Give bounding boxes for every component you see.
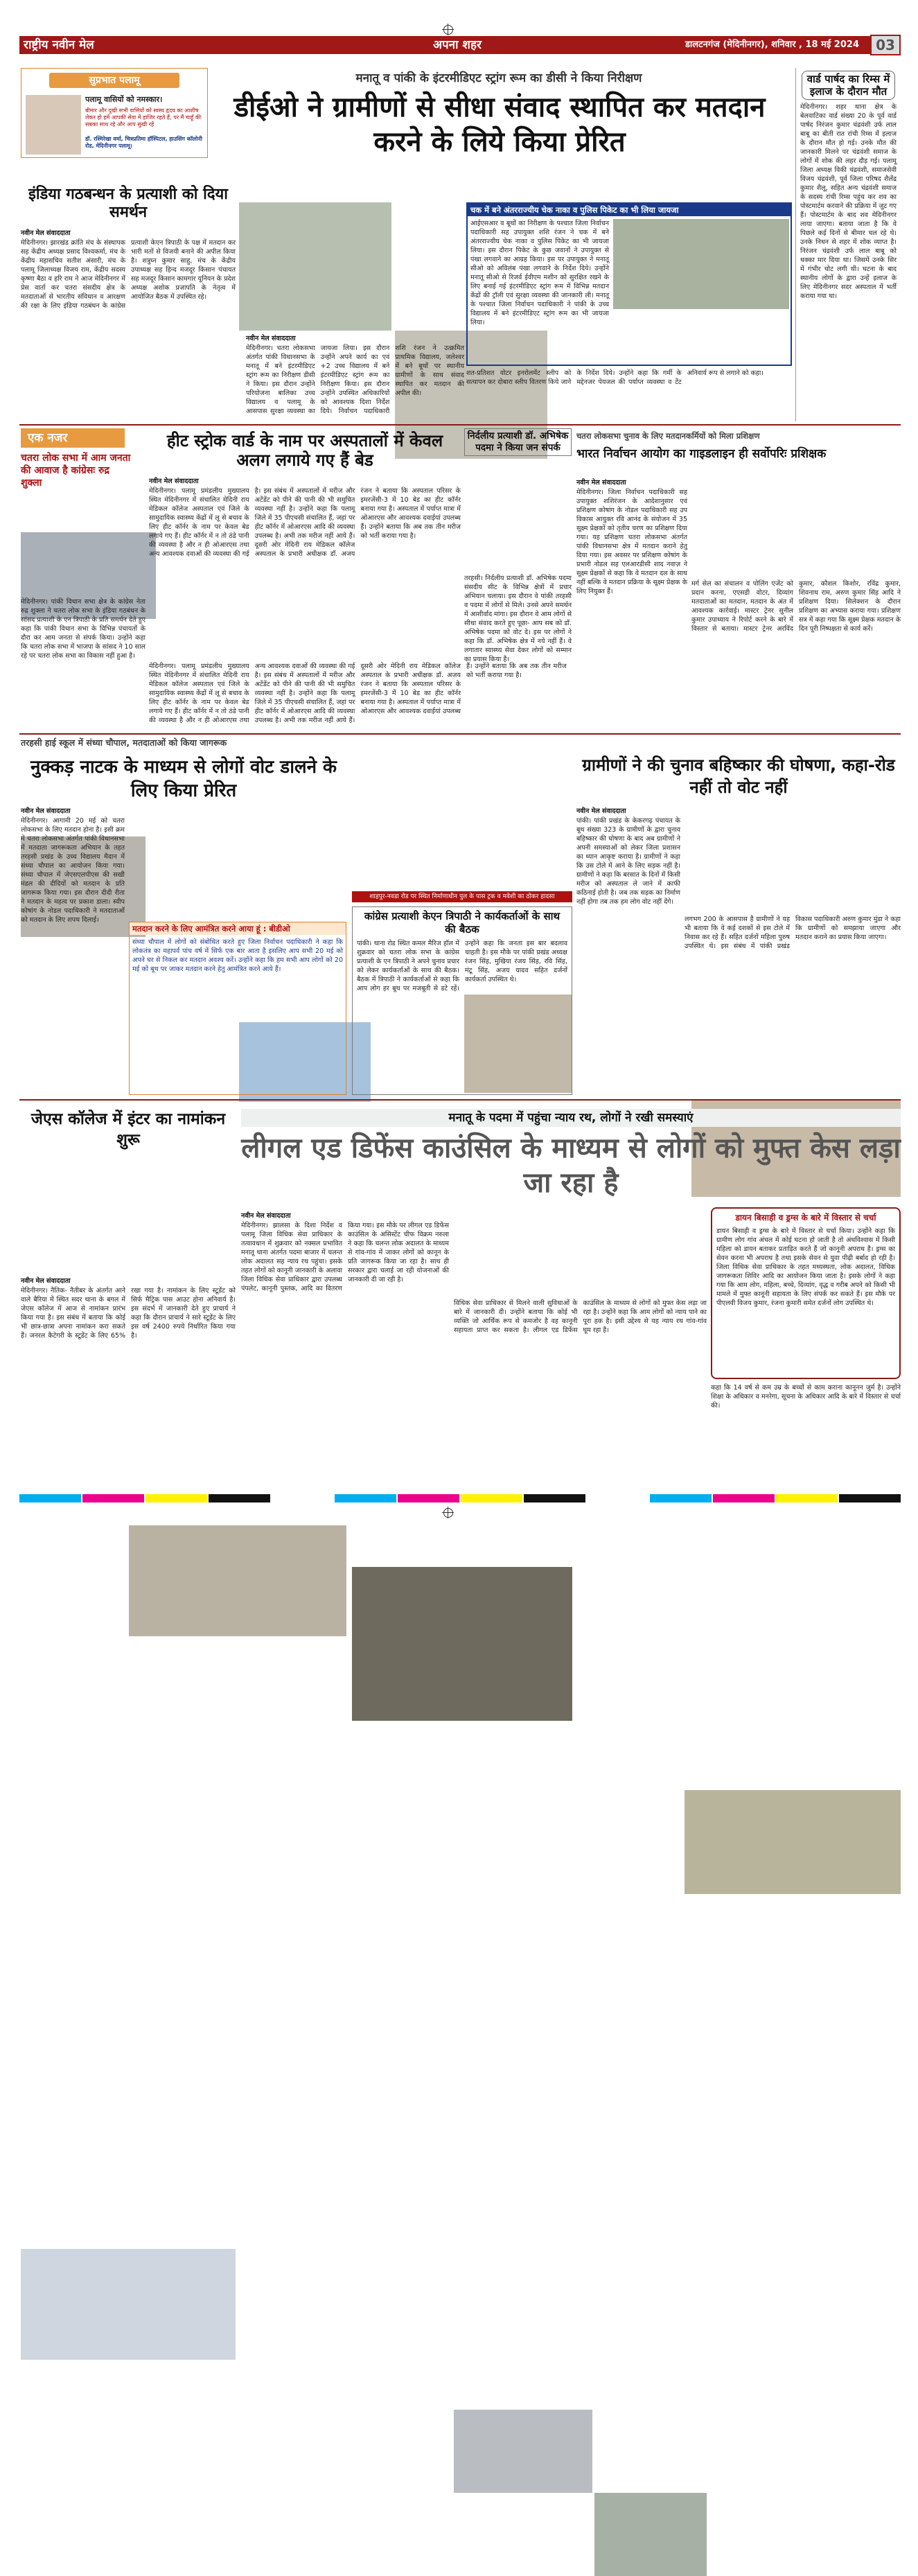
ward-body: मेदिनीनगर। शहर थाना क्षेत्र के बेलवाटिका वार्ड संख्या 20 के पूर्व वार्ड पार्षद निरंजन कुमार चंद्रवंशी उर्फ लाल बाबू का बीती रात रांची रिम्स में इलाज के दौरान मौत हो गई। उनके मौत की जानकारी मिलने पर चंद्रवंशी समाज के लोगों में शोक की लहर दौड़ गई। पलामू जिला अध्यक्ष विकी चंद्रवंशी, समाजसेवी विजय चंद्रवंशी, पूर्व जिला परिषद शैलेंद्र कुमार शैलू, सहित अन्य चंद्रवंशी समाज के सदस्य रांची रिम्स पहुंच कर शव का पोस्टमार्टम करवाने की प्रक्रिया में जुट गए हैं। पोस्टमार्टम के बाद शव मेदिनीनगर लाया जाएगा। बताया जाता है कि वे पिछले कई दिनों से बीमार चल रहे थे। उनके निधन से शहर में शोक व्याप्त है। निरंजन चंद्रवंशी उर्फ लाल बाबू को धक्का मार दिया था। जिसमें उनके सिर में गंभीर चोट लगी थी। घटना के बाद स्थानीय लोगों के द्वारा उन्हें इलाज के लिए मेदिनीनगर सदर अस्पताल में भर्ती कराया गया था। <box>800 103 897 300</box>
nukkad-box <box>129 922 346 1095</box>
candidate-body: तरहसी। निर्दलीय प्रत्याशी डॉ. अभिषेक पदमा संसदीय सीट के विभिन्न क्षेत्रों में प्रचार अभियान चलाया। इस दौरान वे पांकी तरहसी व पदमा में लोगों से मिले। उनसे अपने समर्थन में आशीर्वाद मांगा। इस दौरान वे आम लोगों से सीधा संवाद करते हुए पूछा- आप सब को डॉ. अभिषेक पदमा को वोट दे। इस पर लोगों ने कहा कि डॉ. अभिषेक क्षेत्र में नये नहीं हैं। वे लगातार स्वास्थ्य सेवा देकर लोगों को सम्मान का प्रयास किया है। <box>464 575 572 663</box>
truck-caption: शाहपुर-नवडा रोड पर स्थित निर्माणाधीन पुल के पास ट्रक व मवेशी का ठोकर हादसा <box>352 891 572 902</box>
legal-body2: विधिक सेवा प्राधिकार से मिलने वाली सुविधाओं के बारे में जानकारी दी। उन्होंने बताया कि कोई भी व्यक्ति जो आर्थिक रूप से कमजोर है वह कानूनी सहायता प्राप्त कर सकता है। लीगल एड डिफेंस काउंसिल के माध्यम से लोगों को मुफ्त केस लड़ा जा रहा है। उन्होंने कहा कि आम लोगों को न्याय पाने का पूरा हक है। इसी उद्देश्य से यह न्याय रथ गांव-गांव घूम रहा है। <box>454 1299 707 1334</box>
morning-box <box>21 68 208 158</box>
congress-title: कांग्रेस प्रत्याशी केएन त्रिपाठी ने कार्यकर्ताओं के साथ की बैठक <box>364 910 560 936</box>
boycott-body2: लगभग 200 के आसपास है ग्रामीणों ने यह भी बताया कि वे कई दशकों से इस टोले में निवास कर रहे हैं। सहित दर्जनों महिला पुरुष उपस्थित थे। इस संबंध में पांकी प्रखंड विकास पदाधिकारी अरुण कुमार मुंडा ने कहा कि ग्रामीणों को समझाया जाएगा और मतदान कराने का प्रयास किया जाएगा। <box>685 915 901 950</box>
legal-kicker: मनातू के पदमा में पहुंचा न्याय रथ, लोगों ने रखी समस्याएं <box>448 1111 694 1125</box>
morning-signature: डॉ. रश्मिरेखा वर्मा, चित्रप्रतिमा हॉस्पिटल, हाउसिंग कॉलोनी रोड, मेदिनीनगर पलामू। <box>85 136 202 149</box>
paper-name: राष्ट्रीय नवीन मेल <box>24 38 94 52</box>
color-bar <box>19 1494 901 1502</box>
training-byline: नवीन मेल संवाददाता <box>576 479 626 487</box>
registration-mark <box>443 1508 453 1518</box>
boycott-title: ग्रामीणों ने की चुनाव बहिष्कार की घोषणा, कहा-रोड नहीं तो वोट नहीं <box>582 755 895 797</box>
ward-title: वार्ड पार्षद का रिम्स में इलाज के दौरान मौत <box>802 71 895 100</box>
checkpost-photo <box>613 219 789 309</box>
ek-nazar-body: मेदिनीनगर। पांकी विधान सभा क्षेत्र के कांग्रेस नेता रुद्र शुक्ला ने चतरा लोक सभा के इंडिया गठबंधन के सांसद प्रत्याशी के एन त्रिपाठी के प्रति समर्थन देते हुए कहा कि पांकी विधान सभा के विभिन्न पंचायतों के दौरा कर आम जनता से संपर्क किया। उन्होंने कहा कि चतरा लोक सभा में भाजपा के सांसद ने 10 साल रहे पर चतरा लोक सभा का विकास नहीं हुआ है। <box>21 598 145 660</box>
dateline: डालटनगंज (मेदिनीनगर), शनिवार , 18 मई 2024 <box>685 40 859 50</box>
checkpost-title: चक में बने अंतरराज्यीय चेक नाका व पुलिस पिकेट का भी लिया जायजा <box>468 204 791 216</box>
legal-byline: नवीन मेल संवाददाता <box>241 1212 291 1220</box>
legal-title: लीगल एड डिफेंस काउंसिल के माध्यम से लोगों को मुफ्त केस लड़ा जा रहा है <box>241 1132 901 1199</box>
js-body: मेदिनीनगर। नैतिक- नैतीबर के अंतर्गत आने वाले बैरिया में स्थित सदर थाना के बगल में जेएस कॉलेज में आज से नामांकन प्रारंभ किया गया है। इस संबंध में बताया कि कोई भी छात्र-छात्रा अपना नामांकन करा सकते हैं। जनरल कैटेगरी के स्टूडेंट के लिए 65% रखा गया है। नामांकन के लिए स्टूडेंट को सिर्फ मैट्रिक पास आउट होना अनिवार्य है। इस संदर्भ में जानकारी देते हुए प्राचार्य ने कहा कि दौरान प्राचार्य ने सारे स्टूडेंट के लिए इस वर्ष 2400 रुपये निर्धारित किया गया है। <box>21 1287 236 1340</box>
candidate-box <box>464 428 572 456</box>
candidate-title: निर्दलीय प्रत्याशी डॉ. अभिषेक पदमा ने किया जन संपर्क <box>467 430 569 453</box>
separator <box>19 424 901 426</box>
dayan-tail: कहा कि 14 वर्ष से कम उम्र के बच्चों से काम कराना कानूनन जुर्म है। उन्होंने शिक्षा के अधिकार व मनरेगा, सूचना के अधिकार आदि के बारे में विस्तार से चर्चा की। <box>711 1384 901 1410</box>
nukkad-box-body: संध्या चौपाल में लोगों को संबोधित करते हुए जिला निर्वाचन पदाधिकारी ने कहा कि लोकतंत्र का महापर्व पांच वर्ष में सिर्फ एक बार आता है इसलिए आप सभी 20 मई को अपने घर से निकल कर मतदान अवश्य करें। उन्होंने कहा कि हम सभी आप लोगों को 20 मई को बूथ पर जाकर मतदान करने हेतु आमंत्रित करने आये हैं। <box>132 938 343 973</box>
main-photo-1 <box>239 202 391 331</box>
ward-box <box>795 68 901 421</box>
legal-body: मेदिनीनगर। झालसा के दिशा निर्देश व पलामू जिला विधिक सेवा प्राधिकार के तत्वावधान में शुक्रवार को नक्सल प्रभावित मनातू थाना अंतर्गत पदमा बाजार में चलन्त लोक अदालत सह न्याय रथ पहुंचा। इसके तहत लोगों को कानूनी जानकारी के अलावा जिला विधिक सेवा प्राधिकार द्वारा उपलब्ध पंपलेट, कानूनी पुस्तक, आदि का वितरण किया गया। इस मौके पर लीगल एड डिफेंस काउंसिल के असिस्टेंट चीफ विक्रम नरुला ने कहा कि चलन्त लोक अदालत के माध्यम से गांव-गांव में जाकर लोगों को कानून के प्रति जागरूक किया जा रहा है। साथ ही सरकार द्वारा चलाई जा रही योजनाओं की जानकारी दी जा रही है। <box>241 1222 449 1293</box>
congress-body: पांकी। थाना रोड स्थित कमल मैरिज हॉल में शुक्रवार को चतरा लोक सभा के कांग्रेस प्रत्याशी के एन त्रिपाठी ने अपने चुनाव प्रचार को लेकर कार्यकर्ताओं के साथ की बैठक। बैठक में त्रिपाठी ने कार्यकर्ताओं से कहा कि आप लोग हर बूथ पर मजबूती से डटे रहें। उन्होंने कहा कि जनता इस बार बदलाव चाहती है। इस मौके पर पांकी प्रखंड अध्यक्ष रंजन सिंह, मुखिया रंजय सिंह, रवि सिंह, मंटू सिंह, अजय यादव सहित दर्जनों कार्यकर्ता उपस्थित थे। <box>357 940 567 992</box>
checkpost-body: आईएसआर व बूथों का निरीक्षण के पश्चात जिला निर्वाचन पदाधिकारी सह उपायुक्त शशि रंजन ने चक में बने अंतरराज्यीय चेक नाका व पुलिस पिकेट का भी जायजा लिया। इस दौरान पिकेट के कुछ जवानों ने उपायुक्त से पंखा लगवाने का आग्रह किया। इस पर उपायुक्त ने मनातू सीओ को अविलंब पंखा लगवाने के निर्देश दिये। उन्होंने मनातू सीओ से रिजर्व ईवीएम मशीन को सुरक्षित रखने के लिए बनाई गई इंटरमीडिएट स्ट्रांग रूम में विभिन्न मतदान केंद्रों की ट्रॉली एवं सुरक्षा व्यवस्था की जानकारी ली। मनातू के पश्चात जिला निर्वाचन पदाधिकारी ने पांकी के उच्च विद्यालय में बने इंटरमीडिएट स्ट्रांग रूम का भी जायजा लिया। <box>470 220 609 326</box>
training-title: भारत निर्वाचन आयोग का गाइडलाइन ही सर्वोपरिः प्रशिक्षक <box>576 447 827 461</box>
ek-nazar-title: चतरा लोक सभा में आम जनता की आवाज है कांग्रेसः रुद्र शुक्ला <box>21 453 131 489</box>
js-byline: नवीन मेल संवाददाता <box>21 1277 71 1285</box>
training-body2: मर्ग सेल का संचालन व पोलिंग एजेंट को प्रदान करना, एएसडी वोटर, दिव्यांग मतदाताओं का मतदान, मतदान के अंत में आवश्यक कार्रवाई। मास्टर ट्रेनर सुनील कुमार उपाध्याय ने रिपोर्ट करने के बारे में विस्तार से बताया। मास्टर ट्रेनर अरविंद कुमार, कौशल किशोर, रविंद्र कुमार, शिवनाथ राम, अरुण कुमार सिंह आदि ने प्रशिक्षण दिया। सिलेक्शन के दौरान प्रशिक्षण का अभ्यास कराया गया। प्रशिक्षण सत्र में कहा गया कि सूक्ष्म प्रेक्षक मतदान के दिन पूरी निष्पक्षता से कार्य करें। <box>691 580 901 633</box>
main-headline: डीईओ ने ग्रामीणों से सीधा संवाद स्थापित कर मतदान करने के लिये किया प्रेरित <box>233 91 766 158</box>
boycott-body: पांकी। पांकी प्रखंड के केकरगढ़ पंचायत के बूथ संख्या 323 के ग्रामीणों के द्वारा चुनाव बहिष्कार की घोषणा के बाद अब ग्रामीणों ने अपनी समस्याओं को लेकर जिला प्रशासन का ध्यान आकृष्ट कराया है। ग्रामीणों ने कहा कि उस टोले में आने के लिए सड़क नहीं है। ग्रामीणों ने कहा कि बरसात के दिनों में किसी मरीज को अस्पताल ले जाने में काफी कठिनाई होती है। जब तक सड़क का निर्माण नहीं होगा तब तक हम लोग वोट नहीं देंगे। <box>576 817 680 906</box>
congress-box <box>352 906 572 1095</box>
india-byline: नवीन मेल संवाददाता <box>21 229 71 237</box>
heat-body: मेदिनीनगर। पलामू प्रमंडलीय मुख्यालय स्थित मेदिनीनगर में संचालित मेदिनी राय मेडिकल कॉलेज अस्पताल एवं जिले के सामुदायिक स्वास्थ्य केंद्रों में लू से बचाव के लिए हीट कॉर्नर के नाम पर केवल बेड लगाये गए हैं। हीट कॉर्नर में न तो ठंडे पानी की व्यवस्था है और न ही ओआरएस तथा अन्य आवश्यक दवाओं की व्यवस्था की गई है। इस संबंध में अस्पतालों में मरीज और अटेंडेंट को पीने की पानी की भी समुचित व्यवस्था नहीं है। उन्होंने कहा कि पलामू जिले में 35 पीएचसी संचालित हैं, जहां पर हीट कॉर्नर में ओआरएस आदि की व्यवस्था उपलब्ध है। अभी तक मरीज नहीं आये हैं। दूसरी ओर मेदिनी राय मेडिकल कॉलेज अस्पताल के प्रभारी अधीक्षक डॉ. अजय रंजन ने बताया कि अस्पताल परिसर के इमरजेंसी-3 में 10 बेड का हीट कॉर्नर बनाया गया है। अस्पताल में पर्याप्त मात्रा में ओआरएस और आवश्यक दवाईयां उपलब्ध हैं। उन्होंने बताया कि अब तक तीन मरीज को भर्ती कराया गया है। <box>149 487 461 558</box>
doctor-photo <box>26 95 81 155</box>
dayan-body: डायन बिसाही व ड्रग्स के बारे में विस्तार से चर्चा किया। उन्होंने कहा कि ग्रामीण लोग गांव अंचल में कोई घटना हो जाती है तो अंधविश्वास में किसी महिला को डायन बताकर प्रताड़ित करते हैं जो कानूनी अपराध है। ड्रग्स का सेवन करना भी अपराध है तथा इसके सेवन से युवा पीढ़ी बर्बाद हो रही है। जिला विधिक सेवा प्राधिकार के तहत मध्यस्थता, लोक अदालत, विधिक जागरूकता शिविर आदि का आयोजन किया जाता है। इसके लोगों ने कहा गया कि आम लोग, महिला, बच्चे, दिव्यांग, वृद्ध व गरीब अपने को किसी भी मामले में मुफ्त कानूनी सहायता के लिए संपर्क कर सकते हैं। इस मौके पर पीएलवी विजय कुमार, रंजना कुमारी समेत दर्जनों लोग उपस्थित थे। <box>716 1227 895 1307</box>
morning-greeting: पलामू वासियों को नमस्कार। <box>85 95 163 104</box>
main-body: मेदिनीनगर। चतरा लोकसभा अंतर्गत पांकी विधानसभा के मनातू में बने इंटरमीडिएट स्ट्रांग रूम का निरीक्षण डीसी ने किया। इस दौरान उन्होंने परियोजना बालिका उच्च विद्यालय व पलामू के आसपास सुरक्षा व्यवस्था का जायजा लिया। इस दौरान उन्होंने अपने कार्य का एवं +2 उच्च विद्यालय में बने इंटरमीडिएट स्ट्रांग रूम का निरीक्षण किया। इस दौरान उन्होंने उपस्थित अधिकारियों को आवश्यक दिशा निर्देश दिये। निर्वाचन पदाधिकारी शशि रंजन ने उत्क्रमित प्राथमिक विद्यालय, जलेश्वर में बने बूथों पर स्थानीय ग्रामीणों के साथ संवाद स्थापित कर मतदान की अपील की। <box>246 344 464 415</box>
dayan-title: डायन बिसाही व ड्रग्स के बारे में विस्तार से चर्चा <box>735 1213 876 1223</box>
nukkad-kicker: तरहसी हाई स्कूल में संध्या चौपाल, मतदाताओं को किया जागरूक <box>21 737 227 748</box>
training-body: मेदिनीनगर। जिला निर्वाचन पदाधिकारी सह उपायुक्त शशिरंजन के आदेशानुसार एवं प्रशिक्षण कोषांग के नोडल पदाधिकारी सह उप विकास आयुक्त रवि आनंद के संयोजन में 35 सूक्ष्म प्रेक्षकों को तृतीय चरण का प्रशिक्षण दिया गया। यह प्रशिक्षण चतरा लोकसभा अंतर्गत पांकी विधानसभा क्षेत्र में मतदान कराने हेतु दिया गया। इस अवसर पर प्रशिक्षण कोषांग के प्रभारी नोडल सह एलआरडीसी शाद नवाज़ ने सूक्ष्म प्रेक्षकों से कहा कि वे मतदान दल के साथ नहीं बल्कि वे मतदान प्रक्रिया के सूक्ष्म प्रेक्षक के लिए नियुक्त हैं। <box>576 489 687 595</box>
heat-byline: नवीन मेल संवाददाता <box>149 477 199 485</box>
nukkad-photo <box>129 1525 346 1636</box>
main-kicker: मनातू व पांकी के इंटरमीडिएट स्ट्रांग रूम का डीसी ने किया निरीक्षण <box>355 71 642 85</box>
heat-body-cont: मेदिनीनगर। पलामू प्रमंडलीय मुख्यालय स्थित मेदिनीनगर में संचालित मेदिनी राय मेडिकल कॉलेज अस्पताल एवं जिले के सामुदायिक स्वास्थ्य केंद्रों में लू से बचाव के लिए हीट कॉर्नर के नाम पर केवल बेड लगाये गए हैं। हीट कॉर्नर में न तो ठंडे पानी की व्यवस्था है और न ही ओआरएस तथा अन्य आवश्यक दवाओं की व्यवस्था की गई है। इस संबंध में अस्पतालों में मरीज और अटेंडेंट को पीने की पानी की भी समुचित व्यवस्था नहीं है। उन्होंने कहा कि पलामू जिले में 35 पीएचसी संचालित हैं, जहां पर हीट कॉर्नर में ओआरएस आदि की व्यवस्था उपलब्ध है। अभी तक मरीज नहीं आये हैं। दूसरी ओर मेदिनी राय मेडिकल कॉलेज अस्पताल के प्रभारी अधीक्षक डॉ. अजय रंजन ने बताया कि अस्पताल परिसर के इमरजेंसी-3 में 10 बेड का हीट कॉर्नर बनाया गया है। अस्पताल में पर्याप्त मात्रा में ओआरएस और आवश्यक दवाईयां उपलब्ध हैं। उन्होंने बताया कि अब तक तीन मरीज को भर्ती कराया गया है। <box>149 663 567 724</box>
training-kicker: चतरा लोकसभा चुनाव के लिए मतदानकर्मियों को मिला प्रशिक्षण <box>576 431 760 441</box>
nukkad-body: मेदिनीनगर। आगामी 20 मई को चतरा लोकसभा के लिए मतदान होना है। इसी क्रम में चतरा लोकसभा अंतर्गत पांकी विधानसभा में मतदाता जागरूकता अभियान के तहत तरहसी प्रखंड के उच्च विद्यालय मैदान में संध्या चौपाल का आयोजन किया गया। संध्या चौपाल में जेएसएलपीएस की सखी मंडल की दीदियों को मतदान के प्रति जागरूक किया गया। इस दौरान दीदी रीता ने मतदान के महत्व पर प्रकाश डाला। स्वीप कोषांग के नोडल पदाधिकारी ने मतदाताओं को मतदान के लिए शपथ दिलाई। <box>21 817 125 924</box>
morning-title: सुप्रभात पलामू <box>49 73 179 88</box>
legal-photo-2 <box>594 2493 707 2576</box>
nukkad-byline: नवीन मेल संवाददाता <box>21 807 71 815</box>
page-number: 03 <box>870 35 901 55</box>
registration-mark <box>443 25 453 35</box>
checkpost-tail: शत-प्रतिशत वोटर इनरोलमेंट स्लीप को सत्यापन कर दोबारा स्लीप वितरण किये जाने के निर्देश दिये। उन्होंने कहा कि गर्मी के मद्देनजर पेयजल की पर्याप्त व्यवस्था व टेंट अनिवार्य रूप से लगाने को कहा। <box>466 369 763 386</box>
ek-nazar-label: एक नजर <box>21 428 125 448</box>
morning-body: बीमार और दुखी सभी वासियों को स्वस्थ हृदय का आशीष लेकर हो हमें आपकी सेवा में हाजिर रहते हैं, पर मैं चाहूँ की सबका साथ रहे और आप सुखी रहें <box>85 107 202 128</box>
separator <box>19 1099 901 1101</box>
nukkad-box-title: मतदान करने के लिए आमंत्रित करने आया हूं : बीडीओ <box>130 922 346 935</box>
separator <box>19 733 901 735</box>
legal-photo-1 <box>454 2410 592 2493</box>
nukkad-title: नुक्कड़ नाटक के माध्यम से लोगों वोट डालने के लिए किया प्रेरित <box>30 757 337 801</box>
boycott-byline: नवीन मेल संवाददाता <box>576 807 626 815</box>
boycott-photo <box>685 1790 901 1894</box>
checkpost-box <box>466 202 792 366</box>
main-byline: नवीन मेल संवाददाता <box>246 335 296 342</box>
section-name: अपना शहर <box>433 38 482 52</box>
india-title: इंडिया गठबन्धन के प्रत्याशी को दिया समर्थन <box>28 186 228 221</box>
js-photo <box>21 2249 236 2360</box>
js-title: जेएस कॉलेज में इंटर का नामांकन शुरू <box>30 1110 226 1149</box>
truck-photo <box>352 1567 572 1721</box>
india-body: मेदिनीनगर। झारखंड क्रांति मंच के संस्थापक सह केंद्रीय अध्यक्ष प्रसाद विश्वकर्मा, मंच के केंद्रीय महासचिव सतीश अंसारी, मंच के पलामू जिलाध्यक्ष विजय राम, केंद्रीय सदस्य कृष्णा बैठा व हरि राम ने आज मेदिनीनगर में प्रेस वार्ता कर चतरा संसदीय क्षेत्र के मतदाताओं से भारतीय संविधान व आरक्षण की रक्षा के लिए इंडिया गठबंधन के कांग्रेस प्रत्याशी केएन त्रिपाठी के पक्ष में मतदान कर भारी मतों से विजयी बनाने की अपील किया है। शत्रुघ्न कुमार साहु, मंच के केंद्रीय उपाध्यक्ष सह हिन्द मजदूर किसान पंचायत सह मजदूर किसान कामगार यूनियन के प्रदेश अध्यक्ष अशोक प्रजापति के नेतृत्व में आयोजित बैठक में उपस्थित रहे। <box>21 239 236 310</box>
heat-title: हीट स्ट्रोक वार्ड के नाम पर अस्पतालों में केवल अलग लगाये गए हैं बेड <box>166 431 443 470</box>
dayan-box <box>711 1207 901 1379</box>
